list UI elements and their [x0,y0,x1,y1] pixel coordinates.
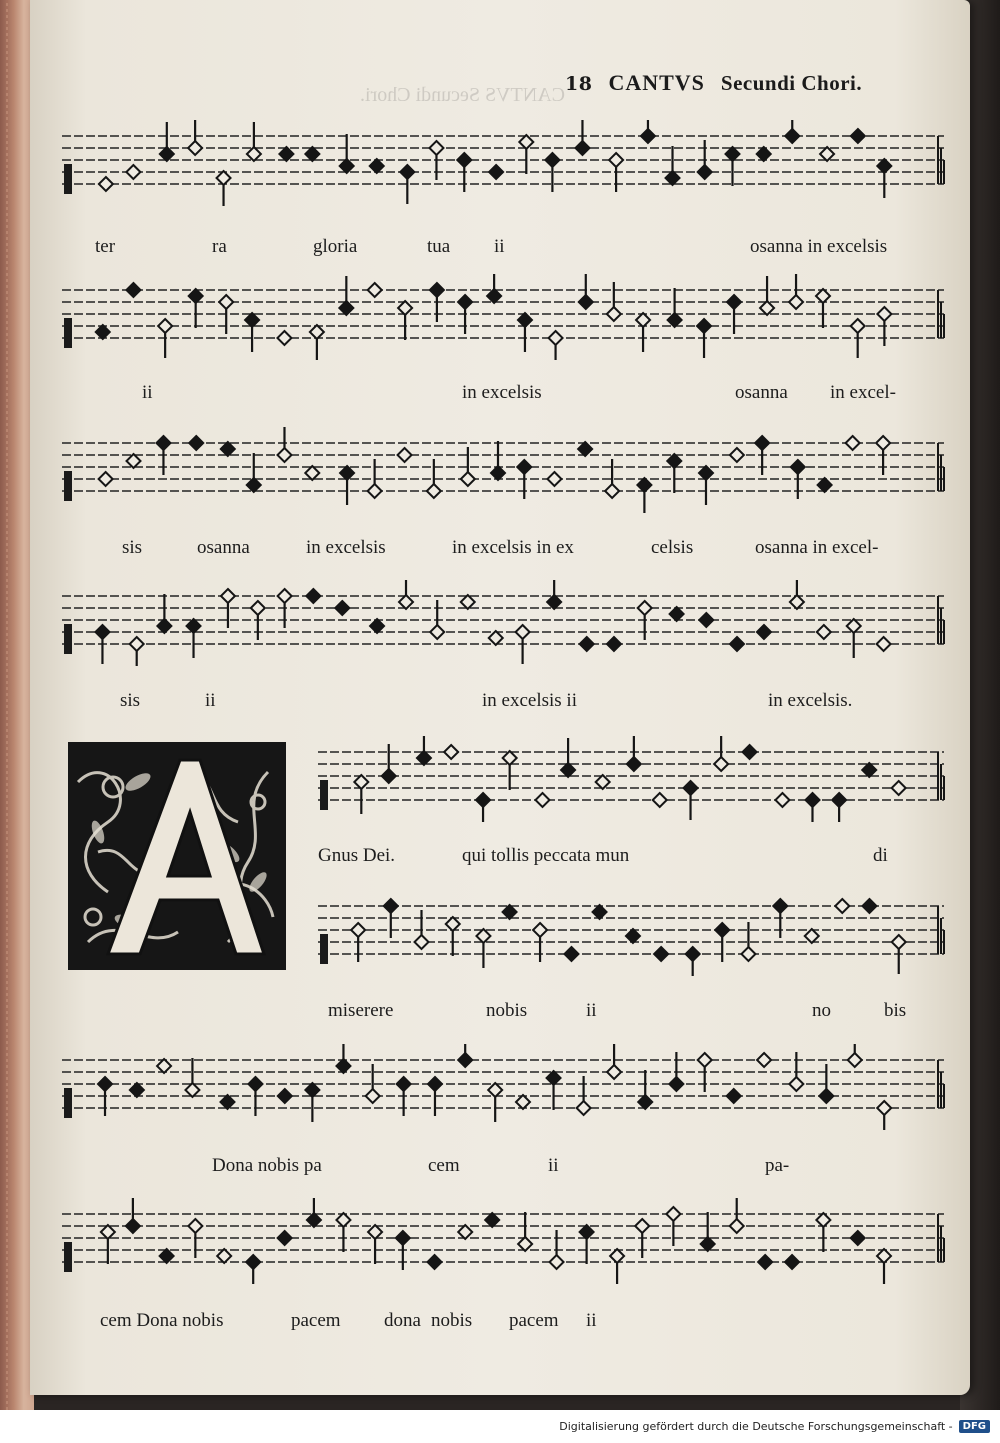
lyric: bis [884,1000,907,1021]
note [851,1231,865,1245]
note [653,793,667,807]
note [160,1249,174,1263]
lyric: pa- [765,1155,790,1176]
note [816,1213,830,1252]
lyric: cem Dona nobis [100,1310,224,1331]
note [730,1198,744,1233]
note [727,1089,741,1103]
lyric: in excelsis in ex [452,537,574,558]
note [398,301,412,340]
dfg-logo: DFG [959,1420,990,1433]
note [564,947,578,961]
note [126,165,140,179]
clef [320,934,328,964]
note [307,1198,321,1227]
lyric: in excelsis [306,537,386,558]
note [247,453,261,492]
lyric: ii [205,690,216,711]
note [221,442,235,456]
note [877,159,891,198]
lyric: ter [95,236,116,257]
lyric: ii [494,236,505,257]
note [160,122,174,161]
book-edge [0,0,34,1410]
note [305,466,319,480]
note [789,274,803,309]
clef [64,1088,72,1118]
note [835,899,849,913]
note [790,580,804,609]
note [278,1231,292,1245]
note [368,283,382,297]
note [535,793,549,807]
note [246,1255,260,1284]
note [547,1071,561,1110]
note [220,1095,234,1109]
note [607,1044,621,1079]
note [547,580,561,609]
note [370,619,384,633]
lyric: di [873,845,888,866]
note [335,601,349,615]
note [185,1058,199,1097]
staff-notation [318,888,952,978]
note [635,1219,649,1258]
note [306,589,320,603]
decorated-initial [68,742,286,970]
note [488,1083,502,1122]
lyric: ii [548,1155,559,1176]
note [503,905,517,919]
note [637,478,651,513]
note [278,1089,292,1103]
lyric: Gnus Dei. [318,845,396,866]
note [396,1231,410,1270]
note [667,454,681,493]
note [428,1255,442,1269]
lyric: sis [120,690,141,711]
note [336,1044,350,1073]
staff-notation [318,734,952,824]
note [758,1255,772,1269]
music-system-4 [62,578,952,668]
note [877,1249,891,1284]
note [277,331,291,345]
note [519,135,533,174]
voice-title: CANTVS [608,70,705,95]
lyric: in excelsis. [768,690,853,711]
lyric: in excel- [830,382,896,403]
note [626,929,640,943]
lyric: in excelsis ii [482,690,577,711]
note [636,313,650,352]
note [580,1225,594,1264]
note [607,637,621,651]
lyric: nobis [486,1000,528,1021]
note [336,1213,350,1252]
note [862,763,876,777]
note [757,1053,771,1067]
note [892,935,906,974]
note [217,171,231,206]
clef [64,318,72,348]
note [99,177,113,191]
note [832,793,846,822]
note [547,472,561,486]
note [458,1044,472,1067]
note [489,631,503,645]
note [638,1070,652,1109]
note [487,274,501,303]
note [368,1225,382,1264]
note [217,1249,231,1263]
lyric: no [812,1000,831,1021]
note [370,159,384,173]
note [157,594,171,633]
note [561,738,575,777]
clef [64,471,72,501]
note [848,1044,862,1067]
note [491,441,505,480]
note [757,147,771,161]
lyric: Dona nobis pa [212,1155,322,1176]
lyric: miserere [328,1000,394,1021]
note [503,751,517,790]
footer-bar [0,1410,1000,1443]
note [775,793,789,807]
note [760,276,774,315]
note [757,625,771,639]
note [187,619,201,658]
music-system-2 [62,272,952,362]
note [279,147,293,161]
note [245,313,259,352]
note [157,1059,171,1073]
note [877,637,891,651]
note [417,736,431,765]
note [686,947,700,976]
note [516,625,530,664]
note [340,134,354,173]
note [101,1225,115,1264]
lyric: osanna [735,382,788,403]
lyric: ra [212,236,227,257]
lyric: nobis [431,1310,473,1331]
note [730,637,744,651]
note [580,637,594,651]
note [458,1225,472,1239]
note [725,147,739,186]
page-header [565,70,925,100]
note [892,781,906,795]
note [399,580,413,609]
lyric: osanna in excel- [755,537,879,558]
lyric: osanna [197,537,250,558]
lyric: osanna in excelsis [750,236,888,257]
note [277,427,291,462]
note [701,1212,715,1251]
staff-notation [62,272,952,362]
note [668,288,682,327]
initial-ornament [68,742,286,970]
lyric: qui tollis peccata mun [462,845,630,866]
note [575,120,589,155]
clef [320,780,328,810]
clef [64,624,72,654]
note [516,1095,530,1109]
note [847,619,861,658]
note [130,637,144,666]
note [305,1083,319,1122]
note [851,129,865,143]
note [99,472,113,486]
note [593,905,607,919]
lyric: dona [384,1310,421,1331]
note [126,283,140,297]
note [627,736,641,771]
note [340,466,354,505]
note [444,745,458,759]
note [476,929,490,968]
note [785,120,799,143]
lyric: ii [586,1000,597,1021]
bleed-through-text: CANTVS Secundi Chori. [360,84,565,106]
note [461,595,475,609]
note [95,625,109,664]
clef [64,164,72,194]
music-system-5 [318,734,952,824]
note [730,448,744,462]
note [820,147,834,161]
note [877,1101,891,1130]
lyric: pacem [291,1310,341,1331]
note [785,1255,799,1269]
note [96,325,110,339]
note [351,923,365,962]
note [699,466,713,505]
staff-notation [62,425,952,515]
note [805,929,819,943]
note [805,793,819,822]
lyric: tua [427,236,451,257]
lyric: ii [142,382,153,403]
note [579,274,593,309]
music-system-3 [62,425,952,515]
note [818,478,832,492]
funding-credit: Digitalisierung gefördert durch die Deutsche Forschungsgemeinschaft - [559,1420,953,1433]
note [846,436,860,450]
note [714,736,728,771]
note [518,313,532,352]
note [862,899,876,913]
note [816,289,830,328]
lyric: pacem [509,1310,559,1331]
note [817,625,831,639]
music-system-8 [62,1196,952,1286]
note [130,1083,144,1097]
note [476,793,490,822]
choir-title: Secundi Chori. [720,71,863,95]
music-system-1 [62,118,952,208]
note [189,436,203,450]
note [310,325,324,360]
lyric: gloria [313,236,358,257]
music-system-7 [62,1042,952,1132]
staff-notation [62,1196,952,1286]
note [485,1213,499,1227]
page-number: 18 [565,73,593,95]
note [247,122,261,161]
note [446,917,460,956]
clef [64,1242,72,1272]
staff-notation [62,1042,952,1132]
note [610,1249,624,1284]
note [127,454,141,468]
lyric: sis [122,537,143,558]
note [641,120,655,143]
staff-notation [62,118,952,208]
note [398,448,412,462]
note [126,1198,140,1233]
note [654,947,668,961]
note [188,120,202,155]
note [305,147,319,161]
note [743,745,757,759]
lyric: celsis [651,537,694,558]
note [596,775,610,789]
note [699,613,713,627]
lyric: in excelsis [462,382,542,403]
lyric: cem [428,1155,460,1176]
lyric: ii [586,1310,597,1331]
note [666,146,680,185]
note [578,442,592,456]
note [755,436,769,475]
note [189,289,203,328]
staff-notation [62,578,952,668]
note [354,775,368,814]
note [549,331,563,360]
note [518,1212,532,1251]
note [339,276,353,315]
music-system-6 [318,888,952,978]
note [489,165,503,179]
note [670,607,684,621]
